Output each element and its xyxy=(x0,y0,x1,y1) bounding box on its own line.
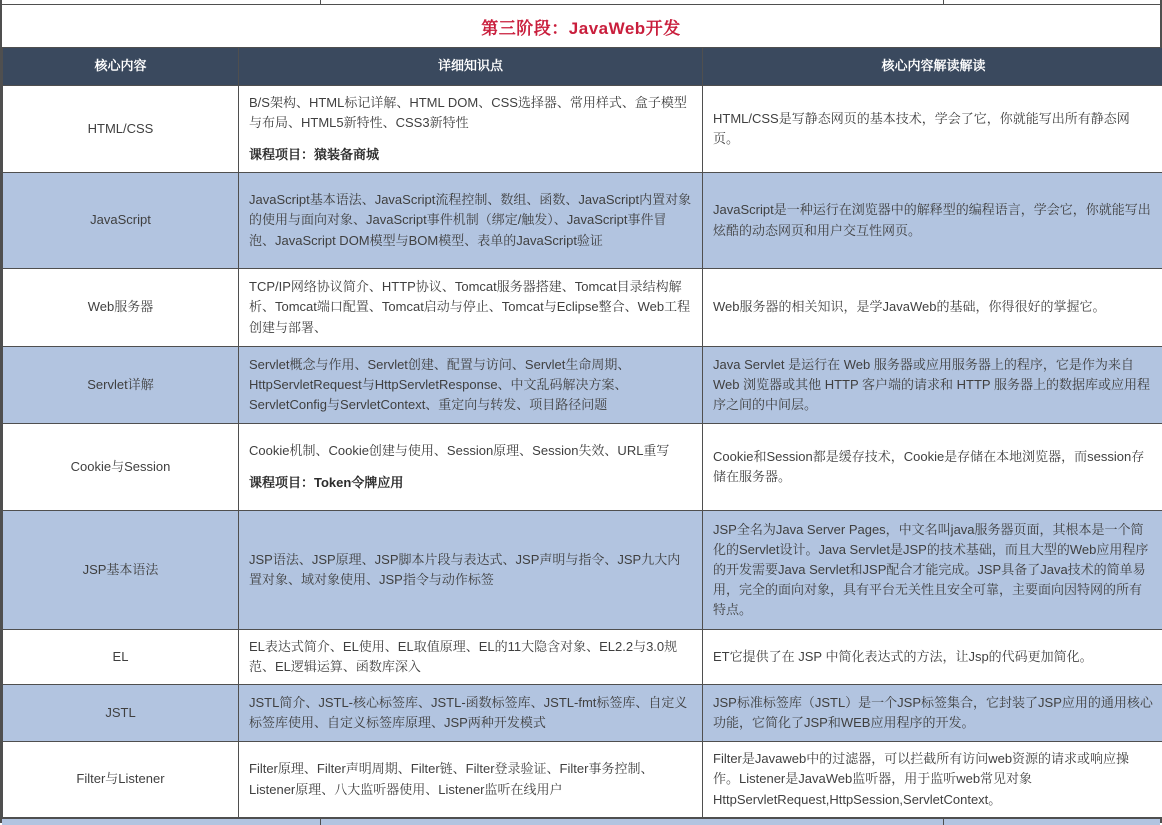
adjacent-table-sliver-bottom xyxy=(2,818,1160,825)
topic-cell: Cookie与Session xyxy=(3,424,239,511)
details-text: TCP/IP网络协议简介、HTTP协议、Tomcat服务器搭建、Tomcat目录结构解析、Tomcat端口配置、Tomcat启动与停止、Tomcat与Eclipse整合、Web工程创建与部署、 xyxy=(249,277,692,337)
topic-cell: JSTL xyxy=(3,685,239,742)
details-cell xyxy=(239,347,703,424)
table-row xyxy=(3,86,1162,173)
col-header-knowledge-points: 详细知识点 xyxy=(239,48,703,86)
topic-cell: Web服务器 xyxy=(3,269,239,347)
table-row xyxy=(3,173,1162,269)
summary-cell: JSP全名为Java Server Pages，中文名叫java服务器页面，其根本是一个简化的Servlet设计。Java Servlet是JSP的技术基础，而且大型的Web应用程序的开发需要Java Servlet和JSP配合才能完成。JSP具备了Java技术的简单易用，完全的面向对象，具有平台无关性且安全可靠，主要面向因特网的所有特点。 xyxy=(703,511,1162,630)
details-text: Filter原理、Filter声明周期、Filter链、Filter登录验证、Filter事务控制、Listener原理、八大监听器使用、Listener监听在线用户 xyxy=(249,759,692,799)
adjacent-table-sliver-top xyxy=(2,0,1160,4)
details-text: EL表达式简介、EL使用、EL取值原理、EL的11大隐含对象、EL2.2与3.0规范、EL逻辑运算、函数库深入 xyxy=(249,637,692,677)
details-cell xyxy=(239,269,703,347)
divider-line xyxy=(320,0,321,4)
details-text: JavaScript基本语法、JavaScript流程控制、数组、函数、JavaScript内置对象的使用与面向对象、JavaScript事件机制（绑定/触发）、JavaScript事件冒泡、JavaScript DOM模型与BOM模型、表单的JavaScript验证 xyxy=(249,190,692,250)
table-row xyxy=(3,685,1162,742)
topic-cell: JSP基本语法 xyxy=(3,511,239,630)
course-project-text: 课程项目：猿装备商城 xyxy=(249,145,692,165)
details-text: JSTL简介、JSTL-核心标签库、JSTL-函数标签库、JSTL-fmt标签库、自定义标签库使用、自定义标签库原理、JSP两种开发模式 xyxy=(249,693,692,733)
summary-cell: Cookie和Session都是缓存技术，Cookie是存储在本地浏览器，而session存储在服务器。 xyxy=(703,424,1162,511)
details-cell xyxy=(239,424,703,511)
course-project-text: 课程项目：Token令牌应用 xyxy=(249,473,692,493)
stage-title: 第三阶段：JavaWeb开发 xyxy=(2,4,1160,47)
header-row xyxy=(3,48,1162,86)
summary-cell: ET它提供了在 JSP 中简化表达式的方法，让Jsp的代码更加简化。 xyxy=(703,630,1162,685)
table-row xyxy=(3,347,1162,424)
details-cell xyxy=(239,511,703,630)
table-row xyxy=(3,424,1162,511)
details-cell xyxy=(239,86,703,173)
curriculum-table xyxy=(2,47,1162,818)
topic-cell: EL xyxy=(3,630,239,685)
table-row xyxy=(3,742,1162,818)
details-text: JSP语法、JSP原理、JSP脚本片段与表达式、JSP声明与指令、JSP九大内置对象、域对象使用、JSP指令与动作标签 xyxy=(249,550,692,590)
divider-line xyxy=(943,0,944,4)
summary-cell: Java Servlet 是运行在 Web 服务器或应用服务器上的程序，它是作为来自 Web 浏览器或其他 HTTP 客户端的请求和 HTTP 服务器上的数据库或应用程序之间的中间层。 xyxy=(703,347,1162,424)
summary-cell: JavaScript是一种运行在浏览器中的解释型的编程语言，学会它，你就能写出炫酷的动态网页和用户交互性网页。 xyxy=(703,173,1162,269)
details-cell xyxy=(239,742,703,818)
table-row xyxy=(3,511,1162,630)
details-text: B/S架构、HTML标记详解、HTML DOM、CSS选择器、常用样式、盒子模型与布局、HTML5新特性、CSS3新特性 xyxy=(249,93,692,133)
details-cell xyxy=(239,630,703,685)
col-header-core-content: 核心内容 xyxy=(3,48,239,86)
summary-cell: HTML/CSS是写静态网页的基本技术，学会了它，你就能写出所有静态网页。 xyxy=(703,86,1162,173)
col-header-interpretation: 核心内容解读解读 xyxy=(703,48,1162,86)
summary-cell: Filter是Javaweb中的过滤器，可以拦截所有访问web资源的请求或响应操作。Listener是JavaWeb监听器，用于监听web常见对象HttpServletRequest,HttpSession,ServletContext。 xyxy=(703,742,1162,818)
table-row xyxy=(3,269,1162,347)
details-text: Servlet概念与作用、Servlet创建、配置与访问、Servlet生命周期、HttpServletRequest与HttpServletResponse、中文乱码解决方案、ServletConfig与ServletContext、重定向与转发、项目路径问题 xyxy=(249,355,692,415)
table-row xyxy=(3,630,1162,685)
summary-cell: JSP标准标签库（JSTL）是一个JSP标签集合，它封装了JSP应用的通用核心功能，它简化了JSP和WEB应用程序的开发。 xyxy=(703,685,1162,742)
topic-cell: JavaScript xyxy=(3,173,239,269)
details-cell xyxy=(239,173,703,269)
details-cell xyxy=(239,685,703,742)
topic-cell: Servlet详解 xyxy=(3,347,239,424)
details-text: Cookie机制、Cookie创建与使用、Session原理、Session失效、URL重写 xyxy=(249,441,692,461)
divider-line xyxy=(943,819,944,825)
topic-cell: HTML/CSS xyxy=(3,86,239,173)
summary-cell: Web服务器的相关知识，是学JavaWeb的基础，你得很好的掌握它。 xyxy=(703,269,1162,347)
topic-cell: Filter与Listener xyxy=(3,742,239,818)
divider-line xyxy=(320,819,321,825)
